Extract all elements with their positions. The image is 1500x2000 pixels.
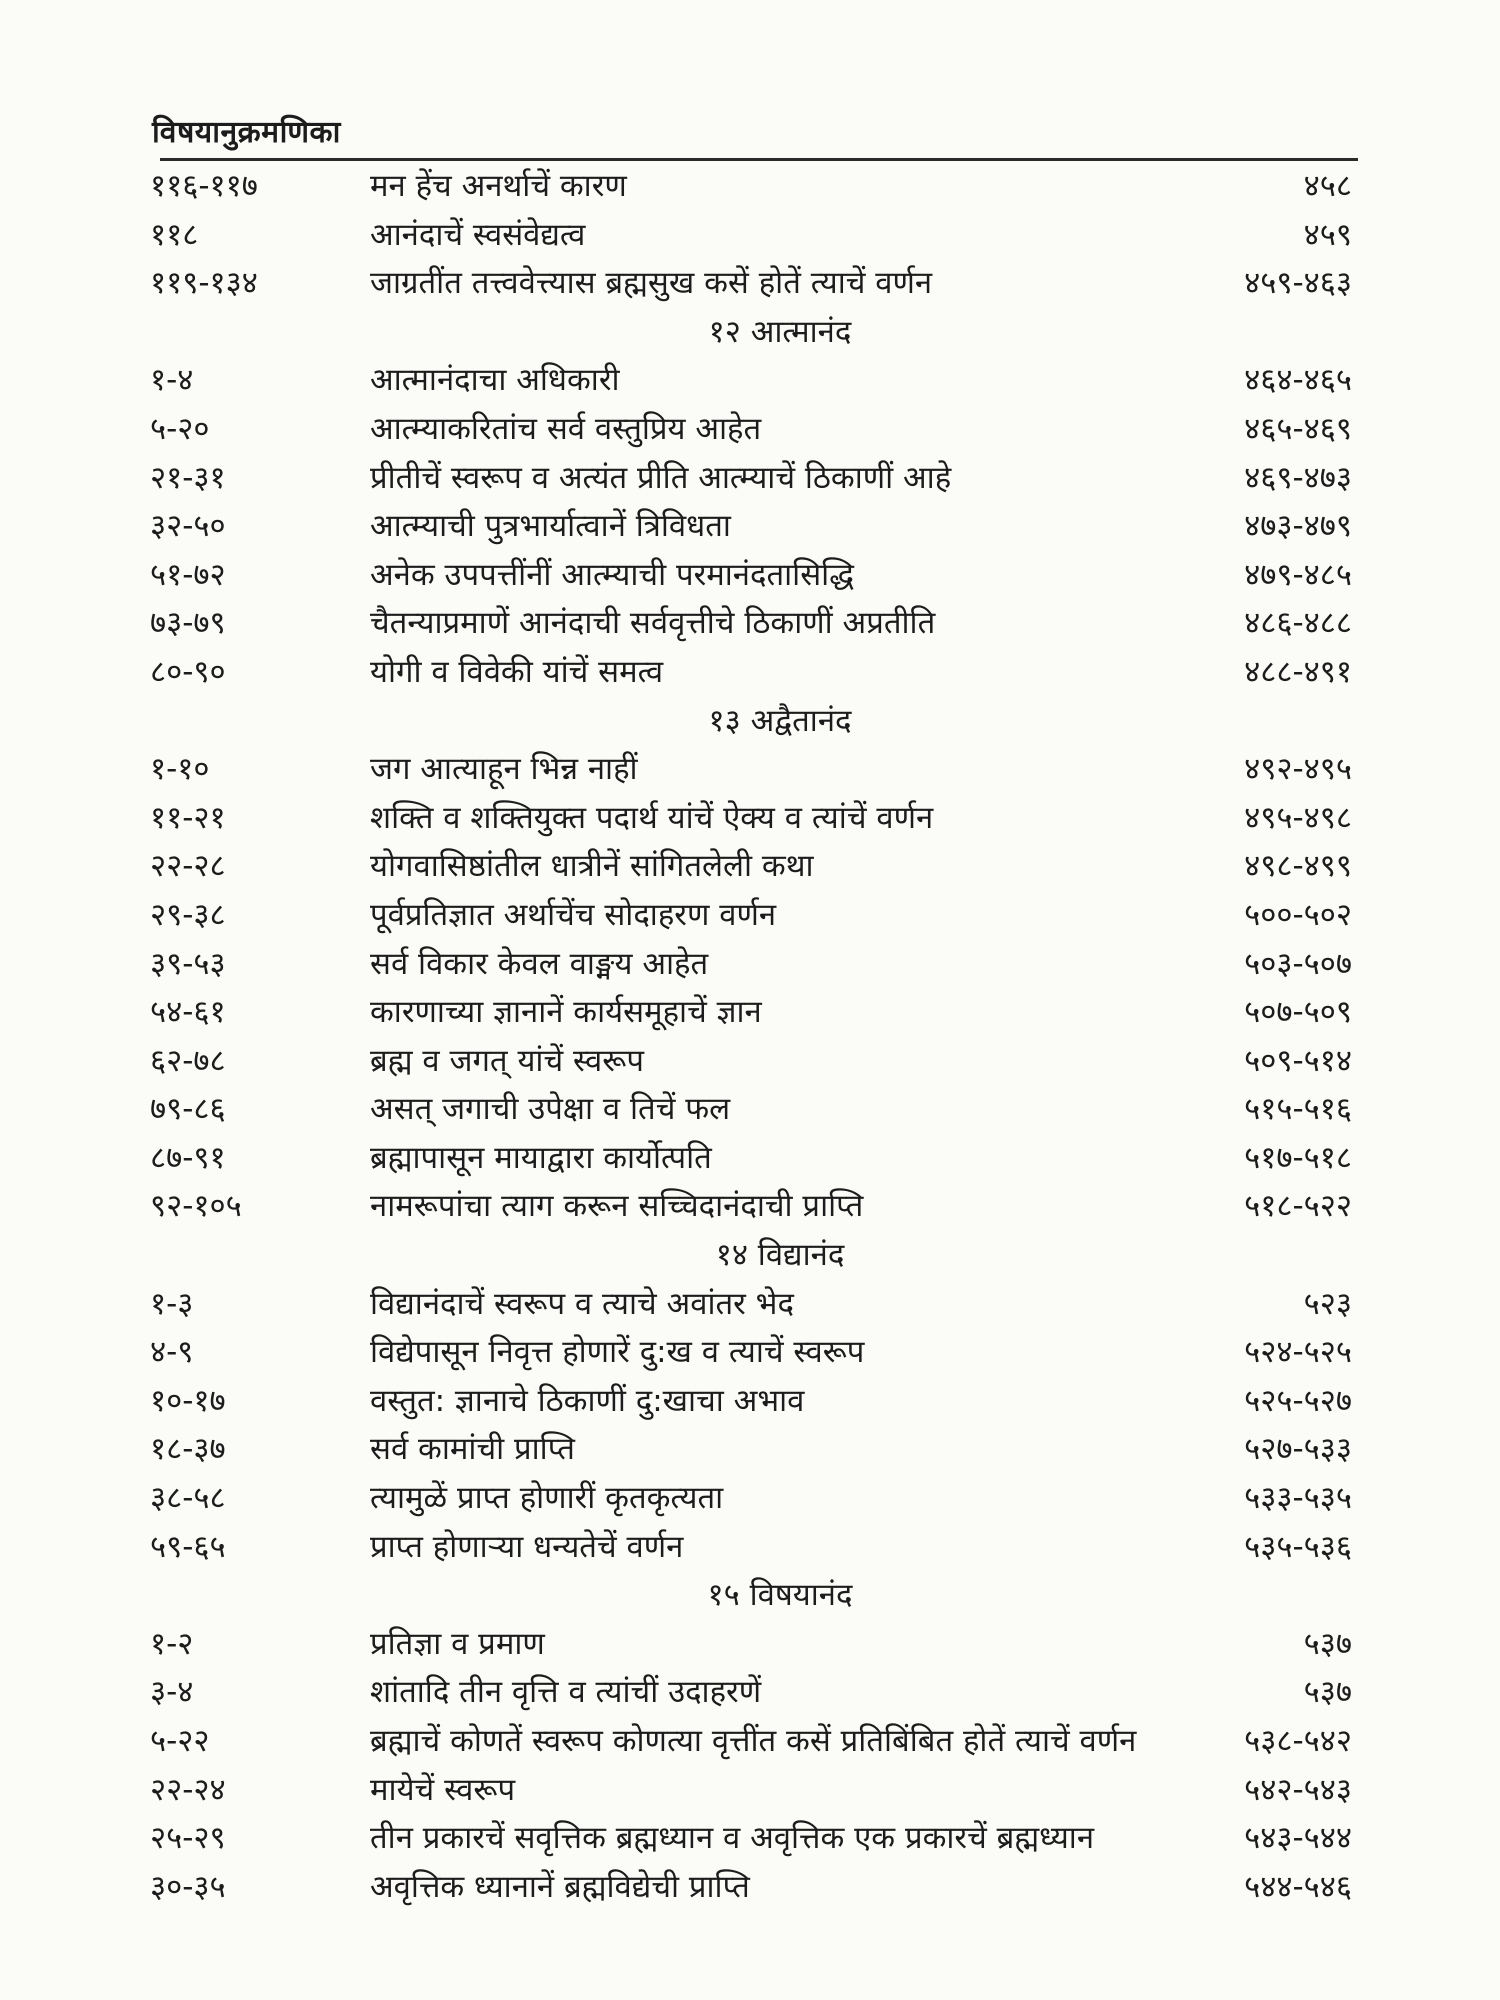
toc-entry [0,1766,1500,1815]
toc-entry [0,1814,1500,1863]
page-numbers: ५२३ [1303,1285,1352,1322]
topic-title: वस्तुत: ज्ञानाचे ठिकाणीं दु:खाचा अभाव [370,1382,805,1419]
verse-range: ११-२१ [150,799,226,836]
toc-entry [0,794,1500,843]
page-numbers: ४६५-४६९ [1244,410,1352,447]
topic-title: विद्यानंदाचें स्वरूप व त्याचे अवांतर भेद [370,1285,794,1322]
topic-title: सर्व विकार केवल वाङ्मय आहेत [370,945,709,982]
topic-title: आत्मानंदाचा अधिकारी [370,362,620,399]
page-numbers: ५२४-५२५ [1244,1334,1352,1371]
toc-entry [0,1280,1500,1329]
topic-title: अवृत्तिक ध्यानानें ब्रह्मविद्येची प्राप्ति [370,1868,750,1905]
toc-entry [0,940,1500,989]
toc-entry [0,259,1500,308]
topic-title: अनेक उपपत्तींनीं आत्म्याची परमानंदतासिद्धि [370,556,854,593]
verse-range: ५१-७२ [150,556,226,593]
toc-entry [0,551,1500,600]
verse-range: ६२-७८ [150,1042,226,1079]
page-numbers: ४९२-४९५ [1244,751,1352,788]
topic-title: जग आत्याहून भिन्न नाहीं [370,751,638,788]
toc-entry [0,1717,1500,1766]
verse-range: १८-३७ [150,1431,226,1468]
page-numbers: ४५८ [1303,168,1352,204]
page-numbers: ५४३-५४४ [1244,1820,1352,1857]
verse-range: ७९-८६ [150,1091,226,1128]
page-numbers: ४९५-४९८ [1244,799,1352,836]
verse-range: १-१० [150,751,210,788]
page-numbers: ५४२-५४३ [1244,1771,1352,1808]
topic-title: जाग्रतींत तत्त्ववेत्त्यास ब्रह्मसुख कसें होतें त्याचें वर्णन [370,265,933,302]
page-numbers: ५१५-५१६ [1244,1091,1352,1128]
topic-title: योगी व विवेकी यांचें समत्व [370,653,664,690]
topic-title: मन हेंच अनर्थाचें कारण [370,168,627,204]
toc-entry [0,1523,1500,1572]
section-heading-row [0,697,1500,746]
verse-range: १-२ [150,1625,194,1662]
page-numbers: ४८६-४८८ [1244,605,1352,642]
toc-entry [0,1620,1500,1669]
verse-range: ५४-६१ [150,994,226,1031]
toc-entry [0,1377,1500,1426]
verse-range: ३८-५८ [150,1480,226,1517]
toc-entry [0,599,1500,648]
verse-range: १०-१७ [150,1382,226,1419]
page-numbers: ५१७-५१८ [1244,1139,1352,1176]
toc-entry [0,162,1500,211]
topic-title: शक्ति व शक्तियुक्त पदार्थ यांचें ऐक्य व त्यांचें वर्णन [370,799,934,836]
page-numbers: ५०७-५०९ [1244,994,1352,1031]
toc-entry [0,1474,1500,1523]
topic-title: विद्येपासून निवृत्त होणारें दु:ख व त्याचें स्वरूप [370,1334,865,1371]
page-numbers: ५३८-५४२ [1244,1723,1352,1759]
section-heading: १२ आत्मानंद [708,313,852,350]
topic-title: तीन प्रकारचें सवृत्तिक ब्रह्मध्यान व अवृत्तिक एक प्रकारचें ब्रह्मध्यान [370,1820,1095,1857]
page-numbers: ५३३-५३५ [1244,1480,1352,1517]
verse-range: ११८ [150,216,199,253]
topic-title: त्यामुळें प्राप्त होणारीं कृतकृत्यता [370,1480,724,1517]
section-heading: १३ अद्वैतानंद [708,702,852,739]
section-heading-row [0,1231,1500,1280]
topic-title: नामरूपांचा त्याग करून सच्चिदानंदाची प्राप्ति [370,1188,864,1225]
verse-range: ४-९ [150,1334,194,1371]
verse-range: १-४ [150,362,194,399]
page-numbers: ५०३-५०७ [1244,945,1352,982]
table-of-contents [0,162,1500,1911]
verse-range: ९२-१०५ [150,1188,242,1225]
verse-range: ८०-९० [150,653,226,690]
toc-entry [0,1182,1500,1231]
page-numbers: ५३५-५३६ [1244,1528,1352,1565]
topic-title: प्रतिज्ञा व प्रमाण [370,1625,545,1662]
verse-range: २२-२८ [150,848,226,885]
verse-range: ५९-६५ [150,1528,226,1565]
toc-entry [0,1085,1500,1134]
toc-entry [0,648,1500,697]
page-numbers: ५२५-५२७ [1244,1382,1352,1419]
topic-title: आत्म्याची पुत्रभार्यात्वानें त्रिविधता [370,508,731,545]
toc-entry [0,1668,1500,1717]
topic-title: पूर्वप्रतिज्ञात अर्थाचेंच सोदाहरण वर्णन [370,896,777,933]
toc-entry [0,745,1500,794]
verse-range: २५-२९ [150,1820,226,1857]
page-numbers: ४५९ [1303,216,1352,253]
topic-title: ब्रह्मापासून मायाद्वारा कार्योत्पति [370,1139,712,1176]
topic-title: प्राप्त होणाऱ्या धन्यतेचें वर्णन [370,1528,684,1565]
topic-title: असत् जगाची उपेक्षा व तिचें फल [370,1091,731,1128]
section-heading-row [0,1571,1500,1620]
topic-title: योगवासिष्ठांतील धात्रीनें सांगितलेली कथा [370,848,814,885]
verse-range: ११९-१३४ [150,265,258,302]
verse-range: ३०-३५ [150,1868,226,1905]
toc-entry [0,356,1500,405]
toc-entry [0,211,1500,260]
page-numbers: ४६९-४७३ [1244,459,1352,496]
toc-entry [0,1037,1500,1086]
toc-entry [0,1328,1500,1377]
topic-title: प्रीतीचें स्वरूप व अत्यंत प्रीति आत्म्याचें ठिकाणीं आहे [370,459,952,496]
page-numbers: ४६४-४६५ [1244,362,1352,399]
verse-range: २९-३८ [150,896,226,933]
page-numbers: ४७९-४८५ [1244,556,1352,593]
toc-entry [0,1134,1500,1183]
topic-title: ब्रह्म व जगत् यांचें स्वरूप [370,1042,644,1079]
running-head: विषयानुक्रमणिका [152,115,341,150]
page-numbers: ५२७-५३३ [1244,1431,1352,1468]
topic-title: कारणाच्या ज्ञानानें कार्यसमूहाचें ज्ञान [370,994,762,1031]
verse-range: ३२-५० [150,508,226,545]
section-heading: १५ विषयानंद [707,1577,853,1614]
topic-title: चैतन्याप्रमाणें आनंदाची सर्ववृत्तीचे ठिकाणीं अप्रतीति [370,605,936,642]
page-numbers: ४९८-४९९ [1244,848,1352,885]
toc-entry [0,454,1500,503]
toc-entry [0,1863,1500,1912]
page-numbers: ४८८-४९१ [1244,653,1352,690]
page-numbers: ५०९-५१४ [1244,1042,1352,1079]
verse-range: ८७-९१ [150,1139,226,1176]
page-numbers: ५३७ [1303,1674,1352,1711]
page-numbers: ५००-५०२ [1244,896,1352,933]
page-numbers: ५४४-५४६ [1244,1868,1352,1905]
section-heading: १४ विद्यानंद [715,1237,845,1274]
verse-range: २२-२४ [150,1771,226,1808]
topic-title: आत्म्याकरितांच सर्व वस्तुप्रिय आहेत [370,410,762,447]
page-numbers: ४५९-४६३ [1244,265,1352,302]
page-numbers: ५१८-५२२ [1244,1188,1352,1225]
header-rule [160,158,1358,161]
verse-range: ३९-५३ [150,945,226,982]
verse-range: ५-२२ [150,1723,210,1759]
topic-title: सर्व कामांची प्राप्ति [370,1431,575,1468]
section-heading-row [0,308,1500,357]
toc-entry [0,1425,1500,1474]
topic-title: मायेचें स्वरूप [370,1771,516,1808]
toc-entry [0,988,1500,1037]
verse-range: २१-३१ [150,459,226,496]
toc-entry [0,405,1500,454]
verse-range: ३-४ [150,1674,194,1711]
page-numbers: ५३७ [1303,1625,1352,1662]
verse-range: ७३-७९ [150,605,226,642]
topic-title: ब्रह्माचें कोणतें स्वरूप कोणत्या वृत्तींत कसें प्रतिबिंबित होतें त्याचें वर्णन [370,1723,1137,1759]
toc-entry [0,502,1500,551]
page-numbers: ४७३-४७९ [1244,508,1352,545]
verse-range: ५-२० [150,410,210,447]
verse-range: १-३ [150,1285,194,1322]
topic-title: आनंदाचें स्वसंवेद्यत्व [370,216,586,253]
toc-entry [0,842,1500,891]
toc-entry [0,891,1500,940]
topic-title: शांतादि तीन वृत्ति व त्यांचीं उदाहरणें [370,1674,762,1711]
verse-range: ११६-११७ [150,168,258,204]
